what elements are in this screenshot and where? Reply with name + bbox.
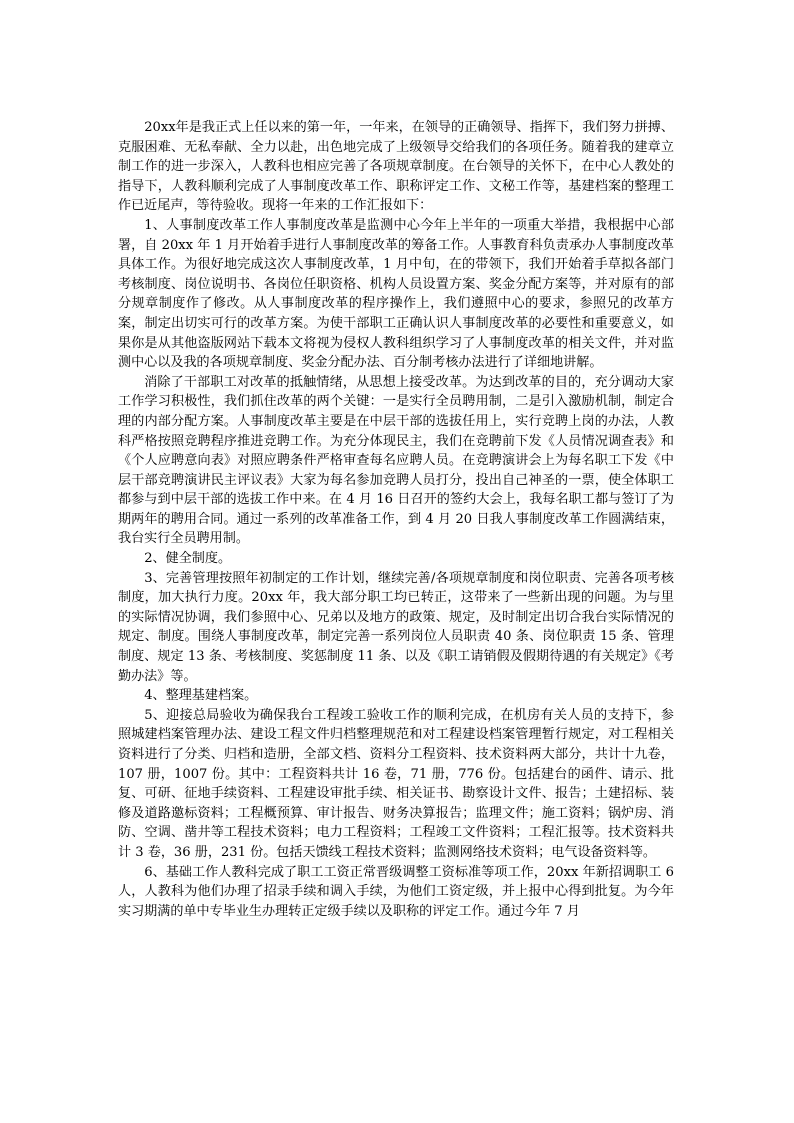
- section-5-paragraph: 5、迎接总局验收为确保我台工程竣工验收工作的顺利完成，在机房有关人员的支持下，参照城建档案管理办法、建设工程文件归档整理规范和对工程建设档案管理暂行规定，对工程相关资料进行了分类、归档和造册，全部文档、资料分工程资料、技术资料两大部分，共计十九卷，107 册，1007 份。其中：工程资料共计 16 卷，71 册，776 份。包括建台的函件、请示、批复、可研、征地手续资料、工程建设审批手续、相关证书、勘察设计文件、报告；土建招标、装修及道路邀标资料；工程概预算、审计报告、财务决算报告；监理文件；施工资料；锅炉房、消防、空调、凿井等工程技术资料；电力工程资料；工程竣工文件资料；工程汇报等。技术资料共计 3 卷，36 册，231 份。包括天馈线工程技术资料；监测网络技术资料；电气设备资料等。: [118, 707, 674, 860]
- section-2-heading: 2、健全制度。: [144, 551, 232, 567]
- intro-paragraph: 20xx年是我正式上任以来的第一年，一年来，在领导的正确领导、指挥下，我们努力拼搏、克服困难、无私奉献、全力以赴，出色地完成了上级领导交给我们的各项任务。随着我的建章立制工作的进一步深入，人教科也相应完善了各项规章制度。在台领导的关怀下，在中心人教处的指导下，人教科顺利完成了人事制度改革工作、职称评定工作、文秘工作等，基建档案的整理工作已近尾声，等待验收。现将一年来的工作汇报如下：: [118, 120, 674, 214]
- document-page: [118, 118, 674, 921]
- section-4-heading: 4、整理基建档案。: [144, 688, 258, 704]
- section-1-paragraph: 1、人事制度改革工作人事制度改革是监测中心今年上半年的一项重大举措，我根据中心部署，自 20xx 年 1 月开始着手进行人事制度改革的筹备工作。人事教育科负责承办人事制度改革具体工作。为很好地完成这次人事制度改革，1 月中旬，在的带领下，我们开始着手草拟各部门考核制度、岗位说明书、各岗位任职资格、机构人员设置方案、奖金分配方案等，并对原有的部分规章制度作了修改。从人事制度改革的程序操作上，我们遵照中心的要求，参照兄的改革方案，制定出切实可行的改革方案。为使干部职工正确认识人事制度改革的必要性和重要意义，如果你是从其他盗版网站下载本文将视为侵权人教科组织学习了人事制度改革的相关文件，并对监测中心以及我的各项规章制度、奖金分配办法、百分制考核办法进行了详细地讲解。: [118, 217, 674, 371]
- section-3-paragraph: 3、完善管理按照年初制定的工作计划，继续完善/各项规章制度和岗位职责、完善各项考核制度，加大执行力度。20xx 年，我大部分职工均已转正，这带来了一些新出现的问题。为与里的实际情况协调，我们参照中心、兄弟以及地方的政策、规定，及时制定出切合我台实际情况的规定、制度。围绕人事制度改革，制定完善一系列岗位人员职责 40 条、岗位职责 15 条、管理制度、规定 13 条、考核制度、奖惩制度 11 条、以及《职工请销假及假期待遇的有关规定》《考勤办法》等。: [118, 570, 674, 684]
- section-1-continued-paragraph: 消除了干部职工对改革的抵触情绪，从思想上接受改革。为达到改革的目的，充分调动大家工作学习积极性，我们抓住改革的两个关键：一是实行全员聘用制，二是引入激励机制，制定合理的内部分配方案。人事制度改革主要是在中层干部的选拔任用上，实行竞聘上岗的办法，人教科严格按照竞聘程序推进竞聘工作。为充分体现民主，我们在竞聘前下发《人员情况调查表》和《个人应聘意向表》对照应聘条件严格审查每名应聘人员。在竞聘演讲会上为每名职工下发《中层干部竞聘演讲民主评议表》大家为每名参加竞聘人员打分，投出自己神圣的一票，使全体职工都参与到中层干部的选拔工作中来。在 4 月 16 日召开的签约大会上，我每名职工都与签订了为期两年的聘用合同。通过一系列的改革准备工作，到 4 月 20 日我人事制度改革工作圆满结束，我台实行全员聘用制。: [118, 374, 674, 547]
- section-6-paragraph: 6、基础工作人教科完成了职工工资正常晋级调整工资标准等项工作，20xx 年新招调职工 6 人，人教科为他们办理了招录手续和调入手续，为他们工资定级，并上报中心得到批复。为今年实习期满的单中专毕业生办理转正定级手续以及职称的评定工作。通过今年 7 月: [118, 864, 674, 919]
